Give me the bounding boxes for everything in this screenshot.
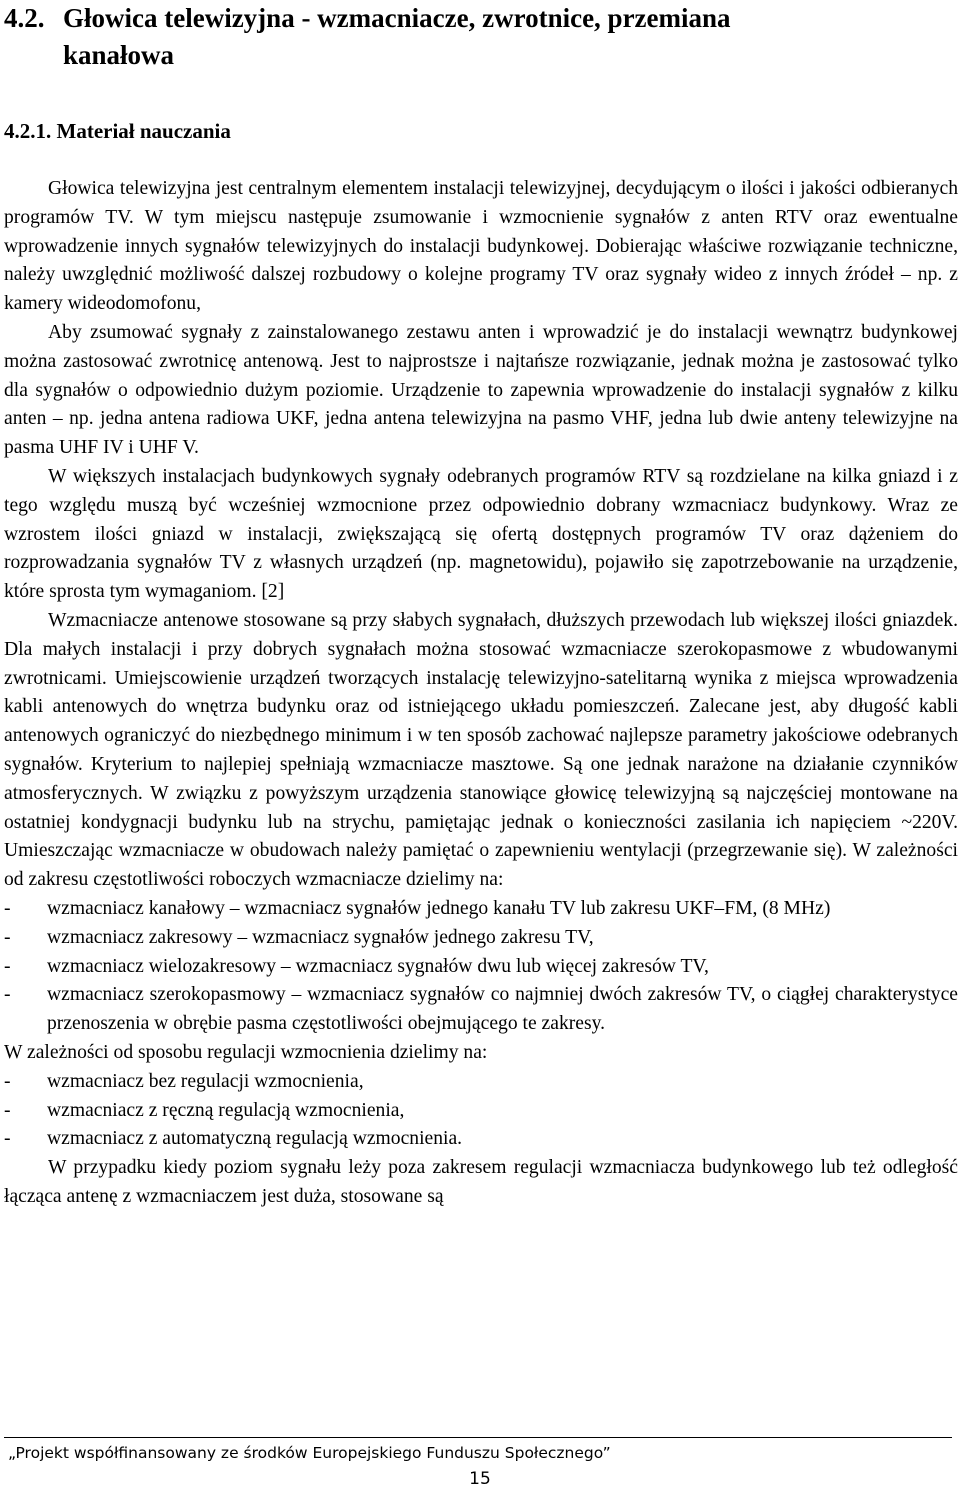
paragraph: Aby zsumować sygnały z zainstalowanego zestawu anten i wprowadzić je do instalacji wewnątrz budynkowej można zastosować zwrotnicę antenową. Jest to najprostsze i najtańsze rozwiązanie, jednak można je zastosować tylko dla sygnałów o odpowiednio dużym poziomie. Urządzenie to zapewnia wprowadzenie do instalacji sygnałów z kilku anten – np. jedna antena radiowa UKF, jedna antena telewizyjna na pasmo VHF, jedna lub dwie anteny telewizyjne na pasma UHF IV i UHF V. — [4, 321, 958, 459]
dash-bullet: - — [4, 1099, 11, 1121]
regulation-amplifier-list — [4, 1068, 958, 1154]
dash-bullet: - — [4, 1070, 11, 1092]
frequency-amplifier-list — [4, 895, 958, 1039]
dash-bullet: - — [4, 926, 11, 948]
list-item: - wzmacniacz z automatyczną regulacją wzmocnienia. — [4, 1125, 958, 1154]
list-item: - wzmacniacz szerokopasmowy – wzmacniacz sygnałów co najmniej dwóch zakresów TV, o ciągłej charakterystyce przenoszenia w obrębie pasma częstotliwości obejmującego te zakresy. — [4, 981, 958, 1039]
list-item: - wzmacniacz kanałowy – wzmacniacz sygnałów jednego kanału TV lub zakresu UKF–FM, (8 MHz) — [4, 895, 958, 924]
footer-funding-note: „Projekt współfinansowany ze środków Europejskiego Funduszu Społecznego” — [8, 1444, 611, 1462]
footer-divider — [4, 1437, 952, 1438]
paragraph: Wzmacniacze antenowe stosowane są przy słabych sygnałach, dłuższych przewodach lub większej ilości gniazdek. Dla małych instalacji i przy dobrych sygnałach można stosować wzmacniacze szerokopasmowe z wbudowanymi zwrotnicami. Umiejscowienie urządzeń tworzących instalację telewizyjno-satelitarną wynika z miejsca wprowadzenia kabli antenowych do wnętrza budynku oraz od istniejącego układu pomieszczeń. Zalecane jest, aby długość kabli antenowych ograniczyć do niezbędnego minimum i w ten sposób zachować najlepsze parametry jakościowe odebranych sygnałów. Kryterium to najlepiej spełniają wzmacniacze masztowe. Są one jednak narażone na działanie czynników atmosferycznych. W związku z powyższym urządzenia stanowiące głowicę telewizyjną są najczęściej montowane na ostatniej kondygnacji budynku lub na strychu, pamiętając jednak o konieczności zasilania ich napięciem ~220V. Umieszczając wzmacniacze w obudowach należy pamiętać o zapewnieniu wentylacji (przegrzewanie się). W zależności od zakresu częstotliwości roboczych wzmacniacze dzielimy na: — [4, 609, 958, 891]
list-item: - wzmacniacz z ręczną regulacją wzmocnienia, — [4, 1097, 958, 1126]
section-title-line2: kanałowa — [63, 40, 175, 70]
list-item: - wzmacniacz zakresowy – wzmacniacz sygnałów jednego zakresu TV, — [4, 924, 958, 953]
section-title-line1: Głowica telewizyjna - wzmacniacze, zwrotnice, przemiana — [63, 3, 731, 33]
regulation-intro: W zależności od sposobu regulacji wzmocnienia dzielimy na: — [4, 1041, 488, 1063]
dash-bullet: - — [4, 984, 11, 1006]
body-text — [4, 175, 958, 1212]
page-number: 15 — [469, 1469, 491, 1489]
section-number: 4.2. — [4, 3, 45, 33]
dash-bullet: - — [4, 955, 11, 977]
paragraph: Głowica telewizyjna jest centralnym elementem instalacji telewizyjnej, decydującym o ilości i jakości odbieranych programów TV. W tym miejscu następuje zsumowanie i wzmocnienie sygnałów z anten RTV oraz ewentualne wprowadzenie innych sygnałów telewizyjnych do instalacji budynkowej. Dobierając właściwe rozwiązanie techniczne, należy uwzględnić możliwość dalszej rozbudowy o kolejne programy TV oraz sygnały wideo z innych źródeł – np. z kamery wideodomofonu, — [4, 178, 958, 315]
list-item: - wzmacniacz wielozakresowy – wzmacniacz sygnałów dwu lub więcej zakresów TV, — [4, 953, 958, 982]
paragraph: W przypadku kiedy poziom sygnału leży poza zakresem regulacji wzmacniacza budynkowego lub też odległość łącząca antenę z wzmacniaczem jest duża, stosowane są — [4, 1157, 958, 1207]
paragraph: W większych instalacjach budynkowych sygnały odebranych programów RTV są rozdzielane na kilka gniazd i z tego względu muszą być wcześniej wzmocnione przez odpowiednio dobrany wzmacniacz budynkowy. Wraz ze wzrostem ilości gniazd w instalacji, zwiększającą się ofertą dostępnych programów TV oraz dążeniem do rozprowadzania sygnałów TV z własnych urządzeń (np. magnetowidu), pojawiło się zapotrzebowanie na urządzenie, które sprosta tym wymaganiom. [2] — [4, 465, 958, 603]
list-item: - wzmacniacz bez regulacji wzmocnienia, — [4, 1068, 958, 1097]
subsection-heading: 4.2.1. Materiał nauczania — [4, 119, 231, 143]
dash-bullet: - — [4, 1128, 11, 1150]
section-heading — [4, 0, 956, 74]
dash-bullet: - — [4, 897, 11, 919]
